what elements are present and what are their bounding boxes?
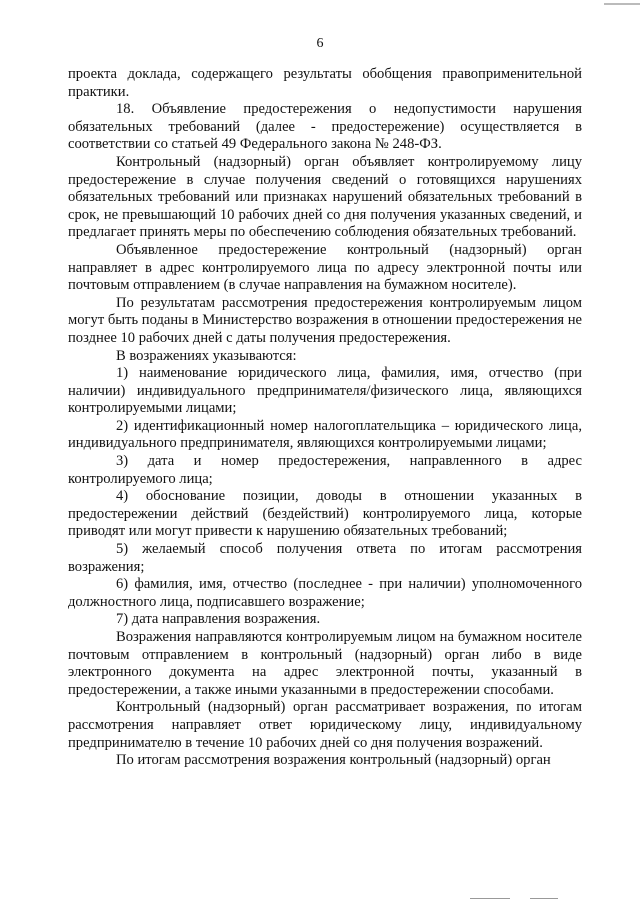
- page-number: 6: [316, 36, 324, 51]
- scan-artifact: [470, 898, 510, 899]
- scan-artifact: [530, 898, 558, 899]
- paragraph: Возражения направляются контролируемым лицом на бумажном носителе почтовым отправлением в контрольный (надзорный) орган либо в виде электронного документа на адрес электронной почты, указанный в предостережении, а также иными указанными в предостережении способами.: [68, 629, 582, 698]
- paragraph-continuation: проекта доклада, содержащего результаты обобщения правоприменительной практики.: [68, 66, 582, 100]
- paragraph: Объявленное предостережение контрольный (надзорный) орган направляет в адрес контролируемого лица по адресу электронной почты или почтовым отправлением (в случае направления на бумажном носителе).: [68, 241, 582, 294]
- paragraph: Контрольный (надзорный) орган рассматривает возражения, по итогам рассмотрения направляет ответ юридическому лицу, индивидуальному предпринимателю в течение 10 рабочих дней со дня получения возражений.: [68, 699, 582, 751]
- paragraph: По итогам рассмотрения возражения контрольный (надзорный) орган: [116, 752, 551, 769]
- list-item-3: 3) дата и номер предостережения, направленного в адрес контролируемого лица;: [68, 453, 582, 487]
- list-item-5: 5) желаемый способ получения ответа по итогам рассмотрения возражения;: [68, 541, 582, 575]
- list-item-4: 4) обоснование позиции, доводы в отношении указанных в предостережении действий (бездействий) контролируемого лица, которые приводят или могут привести к нарушению обязательных требований;: [68, 488, 582, 540]
- list-item-2: 2) идентификационный номер налогоплательщика – юридического лица, индивидуального предпринимателя, являющихся контролируемыми лицами;: [68, 417, 582, 452]
- list-item-6: 6) фамилия, имя, отчество (последнее - при наличии) уполномоченного должностного лица, подписавшего возражение;: [68, 576, 582, 610]
- paragraph: Контрольный (надзорный) орган объявляет контролируемому лицу предостережение в случае получения сведений о готовящихся нарушениях обязательных требований или признаках нарушений обязательных требований в срок, не превышающий 10 рабочих дней со дня получения указанных сведений, и предлагает принять меры по обеспечению соблюдения обязательных требований.: [68, 153, 582, 241]
- document-body: [68, 66, 582, 770]
- scan-artifact: [604, 3, 640, 5]
- paragraph-list-intro: В возражениях указываются:: [116, 347, 297, 364]
- paragraph-18: 18. Объявление предостережения о недопустимости нарушения обязательных требований (далее - предостережение) осуществляется в соответствии со статьей 49 Федерального закона № 248-ФЗ.: [68, 101, 582, 153]
- paragraph: По результатам рассмотрения предостережения контролируемым лицом могут быть поданы в Министерство возражения в отношении предостережения не позднее 10 рабочих дней с даты получения предостережения.: [68, 294, 582, 346]
- list-item-7: 7) дата направления возражения.: [116, 611, 321, 628]
- list-item-1: 1) наименование юридического лица, фамилия, имя, отчество (при наличии) индивидуального предпринимателя/физического лица, являющихся контролируемыми лицами;: [68, 365, 582, 417]
